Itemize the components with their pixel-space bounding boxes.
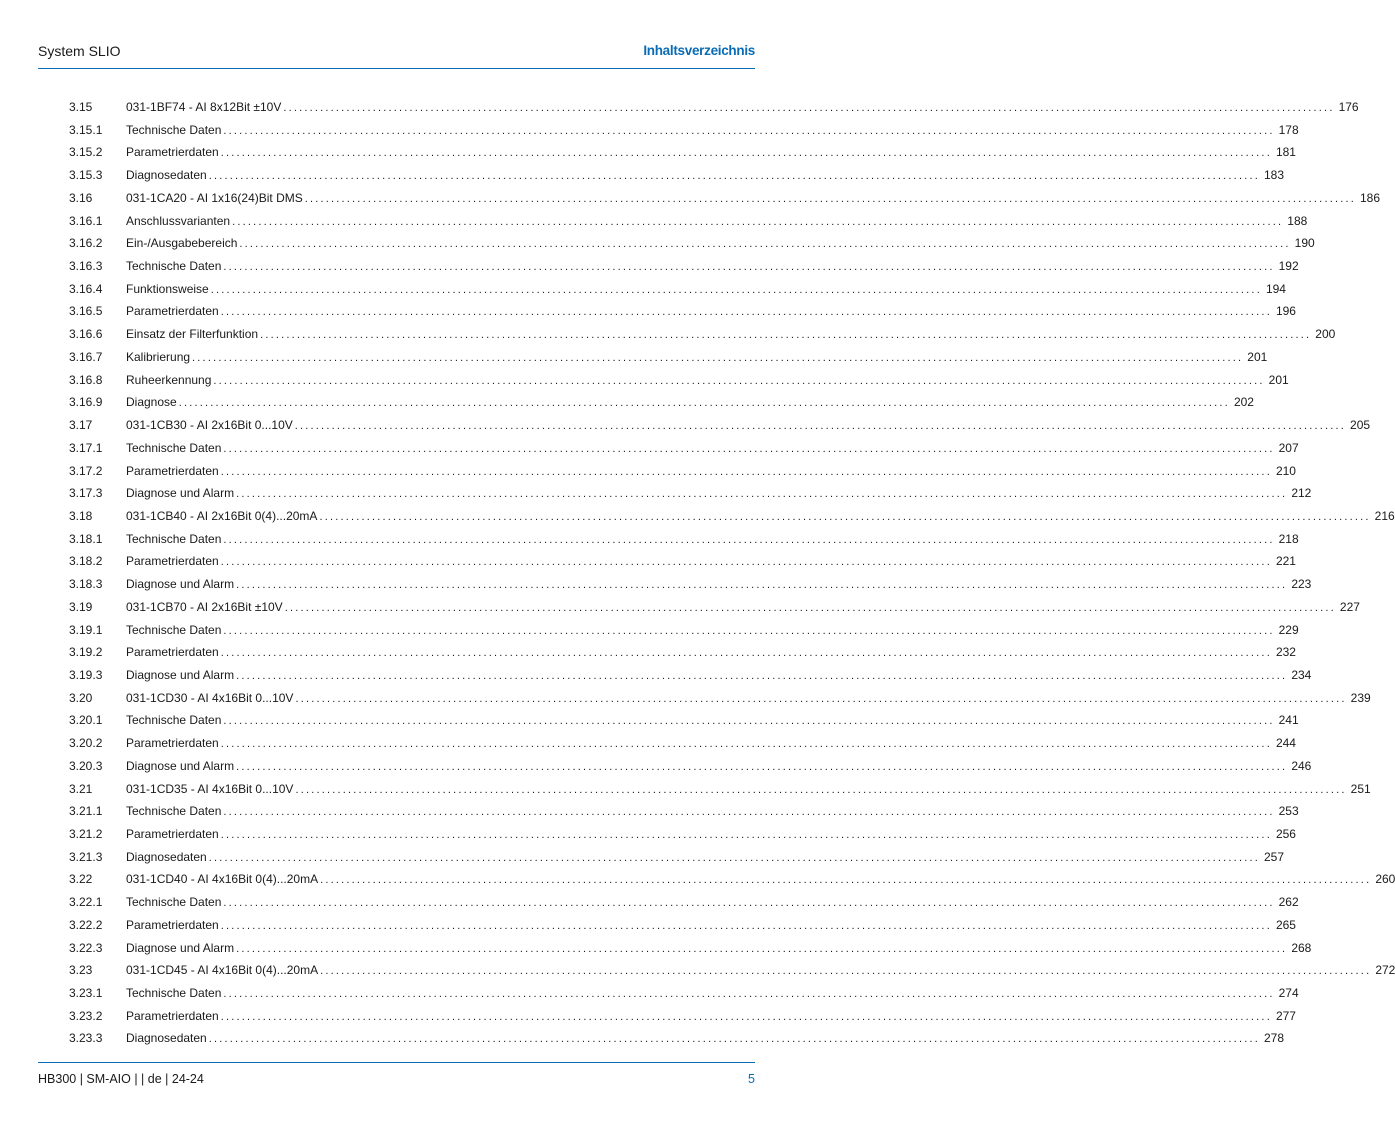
toc-entry-page: 272 bbox=[1375, 963, 1395, 978]
toc-dot-leader: ........................................................................................................................................................................................................ bbox=[236, 760, 1288, 773]
toc-dot-leader: ........................................................................................................................................................................................................ bbox=[236, 488, 1288, 501]
toc-entry[interactable] bbox=[69, 872, 1395, 895]
page-number: 5 bbox=[748, 1072, 755, 1086]
toc-entry-number: 3.23 bbox=[69, 963, 93, 978]
toc-entry-number: 3.21.1 bbox=[69, 804, 103, 819]
toc-entry-page: 274 bbox=[1278, 986, 1299, 1001]
toc-entry[interactable] bbox=[69, 917, 1296, 941]
document-title: System SLIO bbox=[38, 43, 121, 59]
toc-entry-page: 192 bbox=[1278, 259, 1299, 274]
toc-entry-page: 227 bbox=[1339, 599, 1360, 614]
toc-entry-number: 3.17 bbox=[69, 418, 93, 433]
toc-dot-leader: ........................................................................................................................................................................................................ bbox=[220, 919, 1272, 932]
toc-entry-title: Diagnose und Alarm bbox=[126, 667, 235, 682]
toc-entry-title: Technische Daten bbox=[126, 531, 222, 546]
toc-dot-leader: ........................................................................................................................................................................................................ bbox=[223, 806, 1275, 819]
toc-dot-leader: ........................................................................................................................................................................................................ bbox=[304, 192, 1356, 205]
toc-entry-number: 3.18.3 bbox=[69, 577, 103, 592]
toc-entry-page: 239 bbox=[1350, 690, 1371, 705]
toc-dot-leader: ........................................................................................................................................................................................................ bbox=[236, 579, 1288, 592]
toc-entry[interactable] bbox=[69, 213, 1308, 237]
toc-dot-leader: ........................................................................................................................................................................................................ bbox=[236, 942, 1288, 955]
toc-entry[interactable] bbox=[69, 486, 1312, 509]
toc-entry[interactable] bbox=[69, 122, 1299, 146]
toc-entry-title: 031-1CD30 - AI 4x16Bit 0...10V bbox=[126, 690, 294, 705]
toc-entry-number: 3.20.2 bbox=[69, 736, 103, 751]
toc-dot-leader: ........................................................................................................................................................................................................ bbox=[208, 1033, 1260, 1046]
toc-entry[interactable] bbox=[69, 145, 1296, 168]
toc-entry-title: Parametrierdaten bbox=[126, 463, 219, 478]
toc-entry[interactable] bbox=[69, 259, 1299, 282]
toc-entry[interactable] bbox=[69, 554, 1296, 577]
toc-dot-leader: ........................................................................................................................................................................................................ bbox=[220, 147, 1272, 160]
toc-entry-page: 190 bbox=[1294, 236, 1315, 251]
toc-dot-leader: ........................................................................................................................................................................................................ bbox=[319, 510, 1371, 523]
toc-entry-number: 3.15 bbox=[69, 100, 93, 114]
toc-dot-leader: ........................................................................................................................................................................................................ bbox=[223, 124, 1275, 137]
toc-entry-number: 3.16.4 bbox=[69, 281, 103, 296]
toc-dot-leader: ........................................................................................................................................................................................................ bbox=[239, 238, 1291, 251]
toc-entry-title: Parametrierdaten bbox=[126, 827, 219, 841]
toc-entry[interactable] bbox=[69, 190, 1381, 214]
toc-dot-leader: ........................................................................................................................................................................................................ bbox=[220, 647, 1272, 660]
toc-dot-leader: ........................................................................................................................................................................................................ bbox=[210, 283, 1262, 296]
toc-entry-title: Einsatz der Filterfunktion bbox=[126, 327, 259, 342]
toc-entry-title: 031-1CD45 - AI 4x16Bit 0(4)...20mA bbox=[126, 963, 319, 978]
toc-dot-leader: ........................................................................................................................................................................................................ bbox=[178, 397, 1230, 410]
toc-entry-number: 3.20.3 bbox=[69, 758, 103, 773]
toc-entry-number: 3.22 bbox=[69, 872, 93, 887]
toc-entry-number: 3.16.2 bbox=[69, 236, 103, 251]
toc-entry-page: 186 bbox=[1359, 190, 1381, 205]
toc-entry-title: Technische Daten bbox=[126, 622, 222, 637]
toc-entry-number: 3.20.1 bbox=[69, 713, 103, 728]
toc-entry-title: Parametrierdaten bbox=[126, 645, 219, 660]
footer-divider bbox=[38, 1062, 755, 1063]
toc-dot-leader: ........................................................................................................................................................................................................ bbox=[232, 215, 1284, 228]
toc-entry-title: Diagnose und Alarm bbox=[126, 577, 235, 592]
toc-entry[interactable] bbox=[69, 395, 1254, 418]
toc-dot-leader: ........................................................................................................................................................................................................ bbox=[220, 556, 1272, 569]
toc-entry-number: 3.17.3 bbox=[69, 486, 103, 501]
toc-entry-title: 031-1BF74 - AI 8x12Bit ±10V bbox=[126, 100, 282, 114]
toc-entry-title: Diagnose und Alarm bbox=[126, 486, 235, 501]
toc-entry[interactable] bbox=[69, 281, 1286, 305]
table-of-contents bbox=[69, 100, 1395, 1054]
toc-entry[interactable] bbox=[69, 758, 1312, 782]
toc-dot-leader: ........................................................................................................................................................................................................ bbox=[320, 874, 1372, 887]
toc-dot-leader: ........................................................................................................................................................................................................ bbox=[294, 420, 1347, 433]
toc-entry-page: 268 bbox=[1291, 940, 1312, 955]
toc-entry-title: Anschlussvarianten bbox=[126, 213, 231, 228]
toc-entry-number: 3.22.3 bbox=[69, 940, 103, 955]
toc-dot-leader: ........................................................................................................................................................................................................ bbox=[223, 988, 1275, 1001]
toc-entry-number: 3.16.7 bbox=[69, 349, 103, 364]
toc-entry[interactable] bbox=[69, 622, 1299, 646]
toc-entry[interactable] bbox=[69, 713, 1299, 736]
toc-entry-page: 205 bbox=[1350, 418, 1371, 433]
toc-dot-leader: ........................................................................................................................................................................................................ bbox=[260, 329, 1312, 342]
toc-entry[interactable] bbox=[69, 827, 1296, 850]
toc-dot-leader: ........................................................................................................................................................................................................ bbox=[192, 351, 1244, 364]
toc-entry[interactable] bbox=[69, 1031, 1284, 1054]
toc-entry-title: 031-1CB30 - AI 2x16Bit 0...10V bbox=[126, 418, 293, 433]
toc-dot-leader: ........................................................................................................................................................................................................ bbox=[213, 374, 1265, 387]
toc-entry-title: Parametrierdaten bbox=[126, 304, 219, 319]
toc-entry-page: 241 bbox=[1278, 713, 1299, 728]
toc-dot-leader: ........................................................................................................................................................................................................ bbox=[223, 624, 1275, 637]
toc-entry[interactable] bbox=[69, 349, 1268, 373]
toc-entry-number: 3.19.3 bbox=[69, 667, 103, 682]
toc-entry[interactable] bbox=[69, 736, 1296, 759]
toc-entry-title: Technische Daten bbox=[126, 713, 222, 728]
toc-entry-page: 201 bbox=[1247, 349, 1268, 364]
toc-dot-leader: ........................................................................................................................................................................................................ bbox=[236, 669, 1288, 682]
toc-entry-number: 3.16.3 bbox=[69, 259, 103, 274]
toc-entry-title: 031-1CD40 - AI 4x16Bit 0(4)...20mA bbox=[126, 872, 319, 887]
toc-entry-number: 3.23.1 bbox=[69, 986, 103, 1001]
toc-entry-page: 277 bbox=[1275, 1008, 1296, 1023]
toc-entry-page: 251 bbox=[1350, 781, 1371, 796]
toc-entry-page: 278 bbox=[1263, 1031, 1284, 1046]
toc-entry-page: 229 bbox=[1278, 622, 1299, 637]
toc-entry[interactable] bbox=[69, 599, 1360, 623]
toc-entry-number: 3.16 bbox=[69, 190, 93, 205]
toc-entry-title: Technische Daten bbox=[126, 440, 222, 455]
toc-entry-number: 3.23.2 bbox=[69, 1008, 103, 1023]
toc-entry-page: 244 bbox=[1275, 736, 1296, 751]
toc-entry-page: 265 bbox=[1275, 917, 1296, 932]
toc-entry-number: 3.17.1 bbox=[69, 440, 103, 455]
toc-entry-number: 3.16.1 bbox=[69, 213, 103, 228]
toc-entry-page: 207 bbox=[1278, 440, 1299, 455]
toc-entry-page: 256 bbox=[1275, 827, 1296, 841]
toc-entry-page: 212 bbox=[1291, 486, 1312, 501]
toc-entry[interactable] bbox=[69, 577, 1312, 600]
toc-dot-leader: ........................................................................................................................................................................................................ bbox=[223, 442, 1275, 455]
toc-entry-number: 3.23.3 bbox=[69, 1031, 103, 1046]
toc-entry-title: Diagnosedaten bbox=[126, 849, 207, 864]
toc-entry-title: Diagnosedaten bbox=[126, 168, 207, 183]
toc-entry-number: 3.15.3 bbox=[69, 168, 103, 183]
toc-entry-page: 200 bbox=[1315, 327, 1336, 342]
toc-entry[interactable] bbox=[69, 781, 1371, 805]
toc-dot-leader: ........................................................................................................................................................................................................ bbox=[223, 715, 1275, 728]
toc-entry-title: Parametrierdaten bbox=[126, 736, 219, 751]
toc-entry-page: 196 bbox=[1275, 304, 1296, 319]
toc-entry-page: 201 bbox=[1268, 372, 1289, 387]
toc-entry-title: Technische Daten bbox=[126, 895, 222, 910]
toc-entry-page: 181 bbox=[1275, 145, 1296, 160]
toc-dot-leader: ........................................................................................................................................................................................................ bbox=[208, 851, 1260, 864]
toc-entry-title: 031-1CB40 - AI 2x16Bit 0(4)...20mA bbox=[126, 508, 318, 523]
toc-entry-title: Kalibrierung bbox=[126, 349, 191, 364]
toc-entry[interactable] bbox=[69, 804, 1299, 827]
toc-entry-title: Parametrierdaten bbox=[126, 917, 219, 932]
toc-dot-leader: ........................................................................................................................................................................................................ bbox=[220, 1010, 1272, 1023]
toc-entry[interactable] bbox=[69, 168, 1284, 191]
toc-entry-page: 216 bbox=[1374, 508, 1395, 523]
toc-entry-page: 260 bbox=[1375, 872, 1395, 887]
toc-entry[interactable] bbox=[69, 690, 1371, 714]
toc-entry[interactable] bbox=[69, 849, 1284, 873]
toc-entry-page: 178 bbox=[1278, 122, 1299, 137]
toc-dot-leader: ........................................................................................................................................................................................................ bbox=[220, 306, 1272, 319]
toc-dot-leader: ........................................................................................................................................................................................................ bbox=[284, 601, 1336, 614]
toc-entry-title: Parametrierdaten bbox=[126, 554, 219, 569]
toc-entry[interactable] bbox=[69, 304, 1296, 327]
toc-entry[interactable] bbox=[69, 645, 1296, 668]
toc-entry[interactable] bbox=[69, 940, 1312, 964]
toc-entry-number: 3.22.1 bbox=[69, 895, 103, 910]
toc-entry[interactable] bbox=[69, 1008, 1296, 1032]
toc-dot-leader: ........................................................................................................................................................................................................ bbox=[223, 261, 1275, 274]
toc-entry[interactable] bbox=[69, 372, 1289, 396]
toc-entry-page: 257 bbox=[1263, 849, 1284, 864]
toc-entry-page: 176 bbox=[1338, 100, 1359, 114]
toc-dot-leader: ........................................................................................................................................................................................................ bbox=[295, 783, 1347, 796]
toc-entry-number: 3.16.6 bbox=[69, 327, 103, 342]
toc-entry[interactable] bbox=[69, 531, 1299, 555]
toc-entry[interactable] bbox=[69, 463, 1296, 487]
toc-entry-title: 031-1CD35 - AI 4x16Bit 0...10V bbox=[126, 781, 294, 796]
toc-entry-page: 223 bbox=[1291, 577, 1312, 592]
toc-entry-number: 3.17.2 bbox=[69, 463, 103, 478]
toc-entry-title: Parametrierdaten bbox=[126, 1008, 219, 1023]
toc-entry-page: 218 bbox=[1278, 531, 1299, 546]
toc-entry-number: 3.22.2 bbox=[69, 917, 103, 932]
toc-entry-page: 253 bbox=[1278, 804, 1299, 819]
toc-dot-leader: ........................................................................................................................................................................................................ bbox=[283, 102, 1335, 114]
toc-entry-number: 3.18.2 bbox=[69, 554, 103, 569]
header-divider bbox=[38, 68, 755, 69]
toc-entry[interactable] bbox=[69, 963, 1395, 986]
toc-entry[interactable] bbox=[69, 667, 1312, 691]
toc-entry-page: 232 bbox=[1275, 645, 1296, 660]
toc-dot-leader: ........................................................................................................................................................................................................ bbox=[220, 738, 1272, 751]
toc-entry-number: 3.16.5 bbox=[69, 304, 103, 319]
toc-entry-title: 031-1CB70 - AI 2x16Bit ±10V bbox=[126, 599, 283, 614]
toc-entry-title: Diagnosedaten bbox=[126, 1031, 207, 1046]
toc-entry[interactable] bbox=[69, 440, 1299, 464]
toc-entry-title: Parametrierdaten bbox=[126, 145, 219, 160]
toc-dot-leader: ........................................................................................................................................................................................................ bbox=[320, 965, 1372, 978]
toc-entry-title: Diagnose bbox=[126, 395, 177, 410]
toc-entry-number: 3.19 bbox=[69, 599, 93, 614]
toc-entry[interactable] bbox=[69, 986, 1299, 1009]
toc-entry-number: 3.21 bbox=[69, 781, 93, 796]
toc-entry-page: 234 bbox=[1291, 667, 1312, 682]
toc-entry-number: 3.15.1 bbox=[69, 122, 103, 137]
toc-entry-number: 3.19.1 bbox=[69, 622, 103, 637]
section-title: Inhaltsverzeichnis bbox=[643, 43, 755, 58]
toc-entry-number: 3.21.2 bbox=[69, 827, 103, 841]
toc-entry-page: 221 bbox=[1275, 554, 1296, 569]
toc-entry-number: 3.16.8 bbox=[69, 372, 103, 387]
toc-entry-page: 262 bbox=[1278, 895, 1299, 910]
toc-entry-page: 202 bbox=[1233, 395, 1254, 410]
toc-entry-number: 3.18 bbox=[69, 508, 93, 523]
toc-entry[interactable] bbox=[69, 508, 1395, 532]
toc-dot-leader: ........................................................................................................................................................................................................ bbox=[220, 465, 1272, 478]
toc-entry[interactable] bbox=[69, 100, 1359, 123]
toc-entry[interactable] bbox=[69, 327, 1336, 350]
toc-entry-page: 188 bbox=[1287, 213, 1308, 228]
toc-dot-leader: ........................................................................................................................................................................................................ bbox=[208, 170, 1260, 183]
toc-entry-page: 183 bbox=[1263, 168, 1284, 183]
toc-dot-leader: ........................................................................................................................................................................................................ bbox=[295, 692, 1347, 705]
toc-entry-number: 3.21.3 bbox=[69, 849, 103, 864]
toc-dot-leader: ........................................................................................................................................................................................................ bbox=[223, 897, 1275, 910]
toc-entry-title: Ein-/Ausgabebereich bbox=[126, 236, 238, 251]
toc-entry-page: 210 bbox=[1275, 463, 1296, 478]
toc-entry-title: Technische Daten bbox=[126, 804, 222, 819]
toc-entry-number: 3.20 bbox=[69, 690, 93, 705]
toc-entry-title: Technische Daten bbox=[126, 986, 222, 1001]
toc-entry-page: 246 bbox=[1291, 758, 1312, 773]
toc-entry-title: Ruheerkennung bbox=[126, 372, 212, 387]
toc-entry[interactable] bbox=[69, 236, 1315, 259]
toc-dot-leader: ........................................................................................................................................................................................................ bbox=[220, 829, 1272, 841]
toc-entry-title: Diagnose und Alarm bbox=[126, 940, 235, 955]
toc-entry-number: 3.19.2 bbox=[69, 645, 103, 660]
toc-entry-number: 3.18.1 bbox=[69, 531, 103, 546]
toc-entry-title: Funktionsweise bbox=[126, 281, 209, 296]
toc-entry-page: 194 bbox=[1265, 281, 1286, 296]
footer-document-info: HB300 | SM-AIO | | de | 24-24 bbox=[38, 1072, 204, 1086]
toc-entry-title: Technische Daten bbox=[126, 122, 222, 137]
toc-entry-title: Diagnose und Alarm bbox=[126, 758, 235, 773]
toc-entry-title: Technische Daten bbox=[126, 259, 222, 274]
toc-entry[interactable] bbox=[69, 418, 1371, 441]
toc-entry[interactable] bbox=[69, 895, 1299, 918]
toc-entry-number: 3.15.2 bbox=[69, 145, 103, 160]
toc-entry-number: 3.16.9 bbox=[69, 395, 103, 410]
toc-entry-title: 031-1CA20 - AI 1x16(24)Bit DMS bbox=[126, 190, 303, 205]
toc-dot-leader: ........................................................................................................................................................................................................ bbox=[223, 533, 1275, 546]
